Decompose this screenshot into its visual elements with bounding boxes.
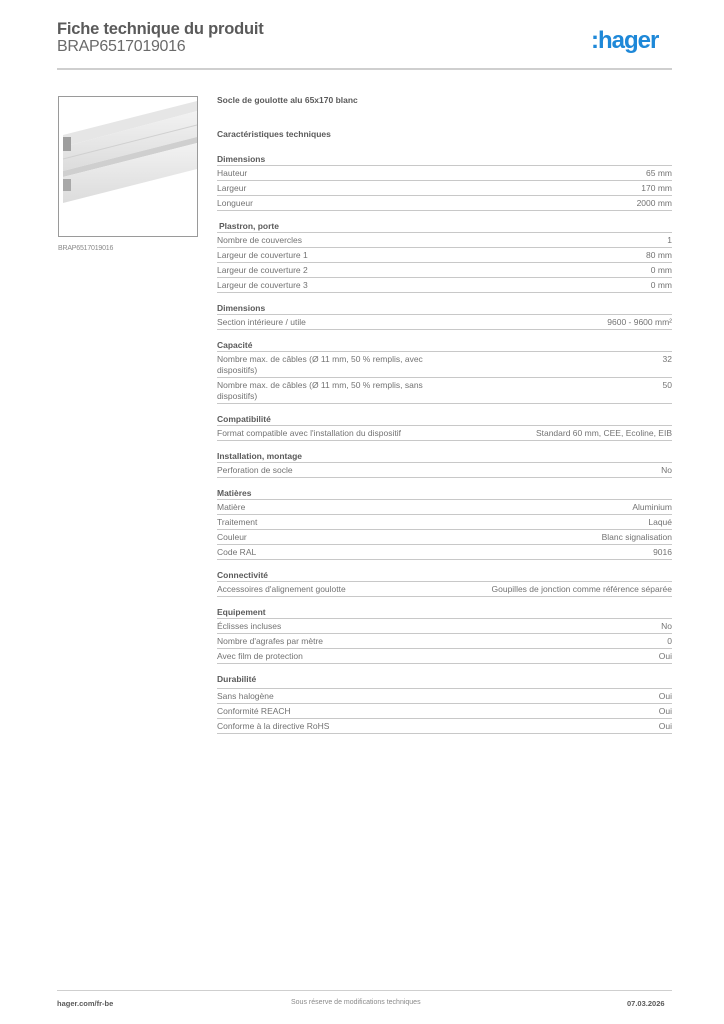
group-title: Capacité [217, 340, 672, 352]
spec-row [217, 545, 672, 560]
group-plastron-porte [217, 221, 672, 293]
spec-row [217, 426, 672, 441]
spec-value: 9016 [653, 547, 672, 557]
spec-row [217, 315, 672, 330]
product-name: Socle de goulotte alu 65x170 blanc [217, 95, 358, 105]
spec-label: Hauteur [217, 168, 248, 178]
spec-label: Format compatible avec l'installation du dispositif [217, 428, 401, 438]
spec-value: 0 [667, 636, 672, 646]
group-dimensions [217, 154, 672, 211]
spec-label: Largeur de couverture 1 [217, 250, 308, 260]
spec-value: 1 [667, 235, 672, 245]
cable-trunking-illustration [59, 97, 198, 237]
spec-value: 2000 mm [636, 198, 672, 208]
footer-divider [57, 990, 672, 991]
spec-value: 0 mm [650, 280, 672, 290]
spec-row [217, 500, 672, 515]
spec-value: 32 [662, 354, 672, 364]
group-title: Connectivité [217, 570, 672, 582]
spec-row [217, 582, 672, 597]
spec-value: 0 mm [650, 265, 672, 275]
spec-value: No [661, 621, 672, 631]
spec-label: Conforme à la directive RoHS [217, 721, 330, 731]
group-durabilite [217, 674, 672, 734]
footer-disclaimer: Sous réserve de modifications techniques [291, 999, 421, 1006]
spec-label: Conformité REACH [217, 706, 291, 716]
spec-row [217, 352, 672, 378]
spec-label: Éclisses incluses [217, 621, 282, 631]
spec-row [217, 248, 672, 263]
group-matieres [217, 488, 672, 560]
page-title: Fiche technique du produit [57, 20, 264, 38]
group-title: Dimensions [217, 154, 672, 166]
spec-row [217, 515, 672, 530]
spec-label: Nombre max. de câbles (Ø 11 mm, 50 % remplis, avec dispositifs) [217, 354, 423, 375]
spec-value: 80 mm [646, 250, 672, 260]
header-divider [57, 68, 672, 70]
spec-label: Perforation de socle [217, 465, 293, 475]
group-title: Durabilité [217, 674, 672, 689]
group-title: Plastron, porte [217, 221, 672, 233]
spec-label: Nombre de couvercles [217, 235, 303, 245]
spec-label: Sans halogène [217, 691, 274, 701]
spec-value: Goupilles de jonction comme référence séparée [491, 584, 672, 594]
spec-row [217, 530, 672, 545]
spec-row [217, 263, 672, 278]
spec-row [217, 278, 672, 293]
spec-row [217, 181, 672, 196]
spec-value: No [661, 465, 672, 475]
spec-value: Blanc signalisation [601, 532, 672, 542]
group-title: Matières [217, 488, 672, 500]
spec-row [217, 233, 672, 248]
hager-logo: :hager [591, 27, 659, 54]
footer-website-link[interactable]: hager.com/fr-be [57, 999, 114, 1008]
spec-label: Accessoires d'alignement goulotte [217, 584, 346, 594]
group-title: Dimensions [217, 303, 672, 315]
spec-value: 65 mm [646, 168, 672, 178]
product-reference: BRAP6517019016 [57, 38, 186, 55]
group-compatibilite [217, 414, 672, 441]
spec-label: Section intérieure / utile [217, 317, 306, 327]
spec-value: Oui [658, 721, 672, 731]
spec-row [217, 649, 672, 664]
spec-value: Aluminium [632, 502, 672, 512]
spec-row [217, 704, 672, 719]
spec-value: Standard 60 mm, CEE, Ecoline, EIB [535, 428, 672, 438]
spec-label: Nombre d'agrafes par mètre [217, 636, 324, 646]
spec-sheet [217, 95, 672, 744]
spec-label: Nombre max. de câbles (Ø 11 mm, 50 % remplis, sans dispositifs) [217, 380, 423, 401]
group-title: Equipement [217, 607, 672, 619]
spec-value: Oui [658, 651, 672, 661]
spec-value: Oui [658, 691, 672, 701]
spec-row [217, 719, 672, 734]
spec-label: Traitement [217, 517, 258, 527]
footer-date: 07.03.2026 [627, 999, 665, 1008]
spec-value: Oui [658, 706, 672, 716]
spec-row [217, 689, 672, 704]
spec-row [217, 463, 672, 478]
spec-label: Matière [217, 502, 246, 512]
spec-row [217, 619, 672, 634]
spec-row [217, 196, 672, 211]
spec-label: Avec film de protection [217, 651, 303, 661]
spec-label: Code RAL [217, 547, 257, 557]
spec-label: Largeur de couverture 3 [217, 280, 308, 290]
group-title: Compatibilité [217, 414, 672, 426]
spec-label: Largeur [217, 183, 247, 193]
group-connectivite [217, 570, 672, 597]
spec-value: 170 mm [641, 183, 672, 193]
spec-row [217, 634, 672, 649]
spec-value: 9600 - 9600 mm² [607, 317, 672, 327]
group-dimensions-section [217, 303, 672, 330]
spec-label: Longueur [217, 198, 253, 208]
group-capacite [217, 340, 672, 404]
image-caption: BRAP6517019016 [58, 245, 114, 252]
group-equipement [217, 607, 672, 664]
group-title: Installation, montage [217, 451, 672, 463]
spec-value: 50 [662, 380, 672, 390]
group-installation-montage [217, 451, 672, 478]
spec-label: Couleur [217, 532, 247, 542]
spec-row [217, 378, 672, 404]
spec-label: Largeur de couverture 2 [217, 265, 308, 275]
section-heading: Caractéristiques techniques [217, 129, 331, 139]
spec-row [217, 166, 672, 181]
spec-value: Laqué [648, 517, 672, 527]
product-image [58, 96, 198, 237]
